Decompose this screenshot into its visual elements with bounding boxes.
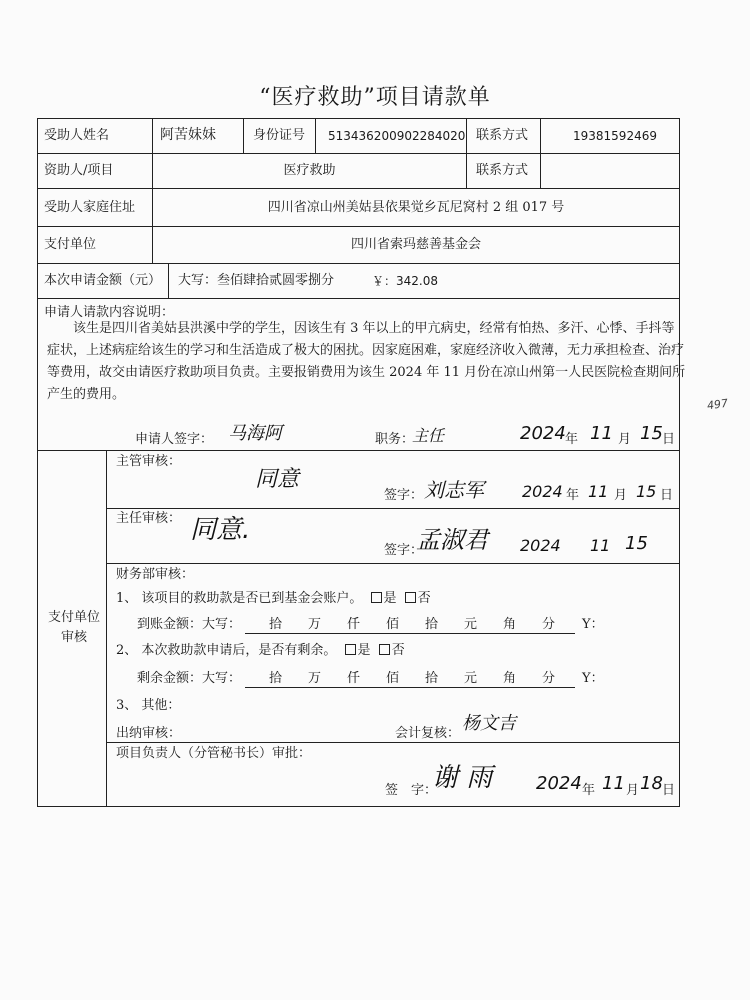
- director-review-label: 主任审核：: [116, 511, 182, 526]
- table-line: [243, 118, 244, 153]
- year-char: 年: [582, 783, 596, 798]
- table-line: [37, 153, 680, 154]
- checkbox-no-1[interactable]: [405, 592, 416, 603]
- table-border-bottom: [37, 806, 680, 807]
- application-date-month: 11: [590, 423, 613, 444]
- option-yes: 是: [357, 643, 371, 658]
- table-line: [106, 450, 107, 806]
- manager-sign-label: 签 字：: [385, 783, 438, 798]
- received-amount-units: 拾 万 仟 佰 拾 元 角 分: [245, 617, 575, 634]
- applicant-signature-label: 申请人签字：: [135, 432, 214, 447]
- application-date-day: 15: [640, 423, 663, 444]
- application-date-year: 2024: [520, 423, 566, 444]
- supervisor-opinion: 同意: [255, 467, 300, 492]
- position-value: 主任: [412, 426, 445, 445]
- manager-date-year: 2024: [536, 773, 582, 794]
- table-line: [37, 298, 680, 299]
- supervisor-sign-label: 签字：: [384, 488, 424, 503]
- position-label: 职务：: [375, 432, 415, 447]
- table-line: [37, 263, 680, 264]
- manager-approval-label: 项目负责人（分管秘书长）审批：: [116, 746, 312, 761]
- remaining-yen-label: Y：: [582, 671, 604, 686]
- table-border-right: [679, 118, 680, 807]
- checkbox-yes-1[interactable]: [371, 592, 382, 603]
- contact-label: 联系方式: [476, 128, 529, 143]
- question-1-text: 1、 该项目的救助款是否已到基金会账户。: [116, 591, 363, 606]
- month-char: 月: [614, 488, 628, 503]
- payer-unit: 四川省索玛慈善基金会: [350, 237, 481, 252]
- beneficiary-name: 阿苦妹妹: [160, 127, 216, 143]
- supervisor-signature: 刘志军: [424, 478, 484, 502]
- year-char: 年: [565, 432, 579, 447]
- remaining-amount-units: 拾 万 仟 佰 拾 元 角 分: [245, 671, 575, 688]
- accountant-review-label: 会计复核：: [395, 726, 461, 741]
- day-char: 日: [662, 432, 676, 447]
- table-border-top: [37, 118, 680, 119]
- director-date-year: 2024: [520, 536, 561, 555]
- manager-date-month: 11: [602, 773, 625, 794]
- received-amount-label: 到账金额：大写：: [137, 617, 242, 632]
- finance-review-label: 财务部审核：: [116, 567, 195, 582]
- amount-in-figures: ￥：342.08: [372, 274, 438, 288]
- review-side-label: 支付单位审核: [48, 610, 101, 645]
- payer-label: 支付单位: [44, 237, 97, 252]
- amount-in-words: 大写：叁佰肆拾贰圆零捌分: [178, 273, 335, 288]
- supervisor-date-day: 15: [636, 482, 657, 501]
- manager-signature: 谢 雨: [432, 763, 493, 793]
- option-yes: 是: [383, 591, 397, 606]
- application-description: 该生是四川省美姑县洪溪中学的学生，因该生有 3 年以上的甲亢病史，经常有怕热、多汗、心悸、手抖等症状，上述病症给该生的学习和生活造成了极大的困扰。因家庭困难，家庭经济收入微薄，无力承担检查、治疗等费用，故交由请医疗救助项目负责。主要报销费用为该生 2024 年 11 月份在凉山州第一人民医院检查期间所产生的费用。: [47, 321, 686, 402]
- supervisor-review-label: 主管审核：: [116, 454, 182, 469]
- address-label: 受助人家庭住址: [44, 200, 136, 215]
- month-char: 月: [618, 432, 632, 447]
- director-opinion: 同意.: [190, 515, 251, 545]
- table-line: [540, 118, 541, 188]
- table-line: [106, 742, 680, 743]
- checkbox-no-2[interactable]: [379, 644, 390, 655]
- id-number: 513436200902284020: [328, 129, 466, 143]
- director-date-day: 15: [625, 533, 648, 554]
- margin-note: 497: [706, 396, 729, 413]
- director-signature: 孟淑君: [416, 526, 488, 554]
- option-no: 否: [391, 643, 405, 658]
- amount-label: 本次申请金额（元）: [44, 273, 162, 288]
- table-line: [37, 188, 680, 189]
- received-yen-label: Y：: [582, 617, 604, 632]
- table-line: [37, 450, 680, 451]
- home-address: 四川省凉山州美姑县依果觉乡瓦尼窝村 2 组 017 号: [267, 200, 565, 215]
- table-line: [106, 563, 680, 564]
- supervisor-date-year: 2024: [522, 482, 563, 501]
- id-number-label: 身份证号: [253, 128, 306, 143]
- table-border-left: [37, 118, 38, 807]
- sponsor-label: 资助人/项目: [44, 163, 114, 178]
- manager-date-day: 18: [640, 773, 663, 794]
- cashier-review-label: 出纳审核：: [116, 726, 182, 741]
- table-line: [315, 118, 316, 153]
- option-no: 否: [417, 591, 431, 606]
- supervisor-date-month: 11: [588, 482, 609, 501]
- question-3: 3、 其他：: [116, 698, 181, 713]
- application-heading: 申请人请款内容说明：: [44, 305, 175, 320]
- director-sign-label: 签字：: [384, 543, 424, 558]
- table-line: [106, 508, 680, 509]
- day-char: 日: [660, 488, 674, 503]
- table-line: [466, 118, 467, 188]
- question-2: [116, 643, 405, 659]
- checkbox-yes-2[interactable]: [345, 644, 356, 655]
- director-date-month: 11: [590, 536, 611, 555]
- contact-phone: 19381592469: [573, 129, 657, 143]
- question-2-text: 2、 本次救助款申请后，是否有剩余。: [116, 643, 337, 658]
- contact-label-2: 联系方式: [476, 163, 529, 178]
- beneficiary-name-label: 受助人姓名: [44, 128, 110, 143]
- page-title: “医疗救助”项目请款单: [259, 85, 491, 110]
- remaining-amount-label: 剩余金额：大写：: [137, 671, 242, 686]
- table-line: [37, 226, 680, 227]
- day-char: 日: [662, 783, 676, 798]
- month-char: 月: [626, 783, 640, 798]
- question-1: [116, 591, 431, 607]
- accountant-signature: 杨文吉: [462, 713, 516, 734]
- table-line: [168, 263, 169, 298]
- sponsor-project: 医疗救助: [283, 163, 336, 178]
- applicant-signature: 马海阿: [228, 423, 282, 444]
- year-char: 年: [566, 488, 580, 503]
